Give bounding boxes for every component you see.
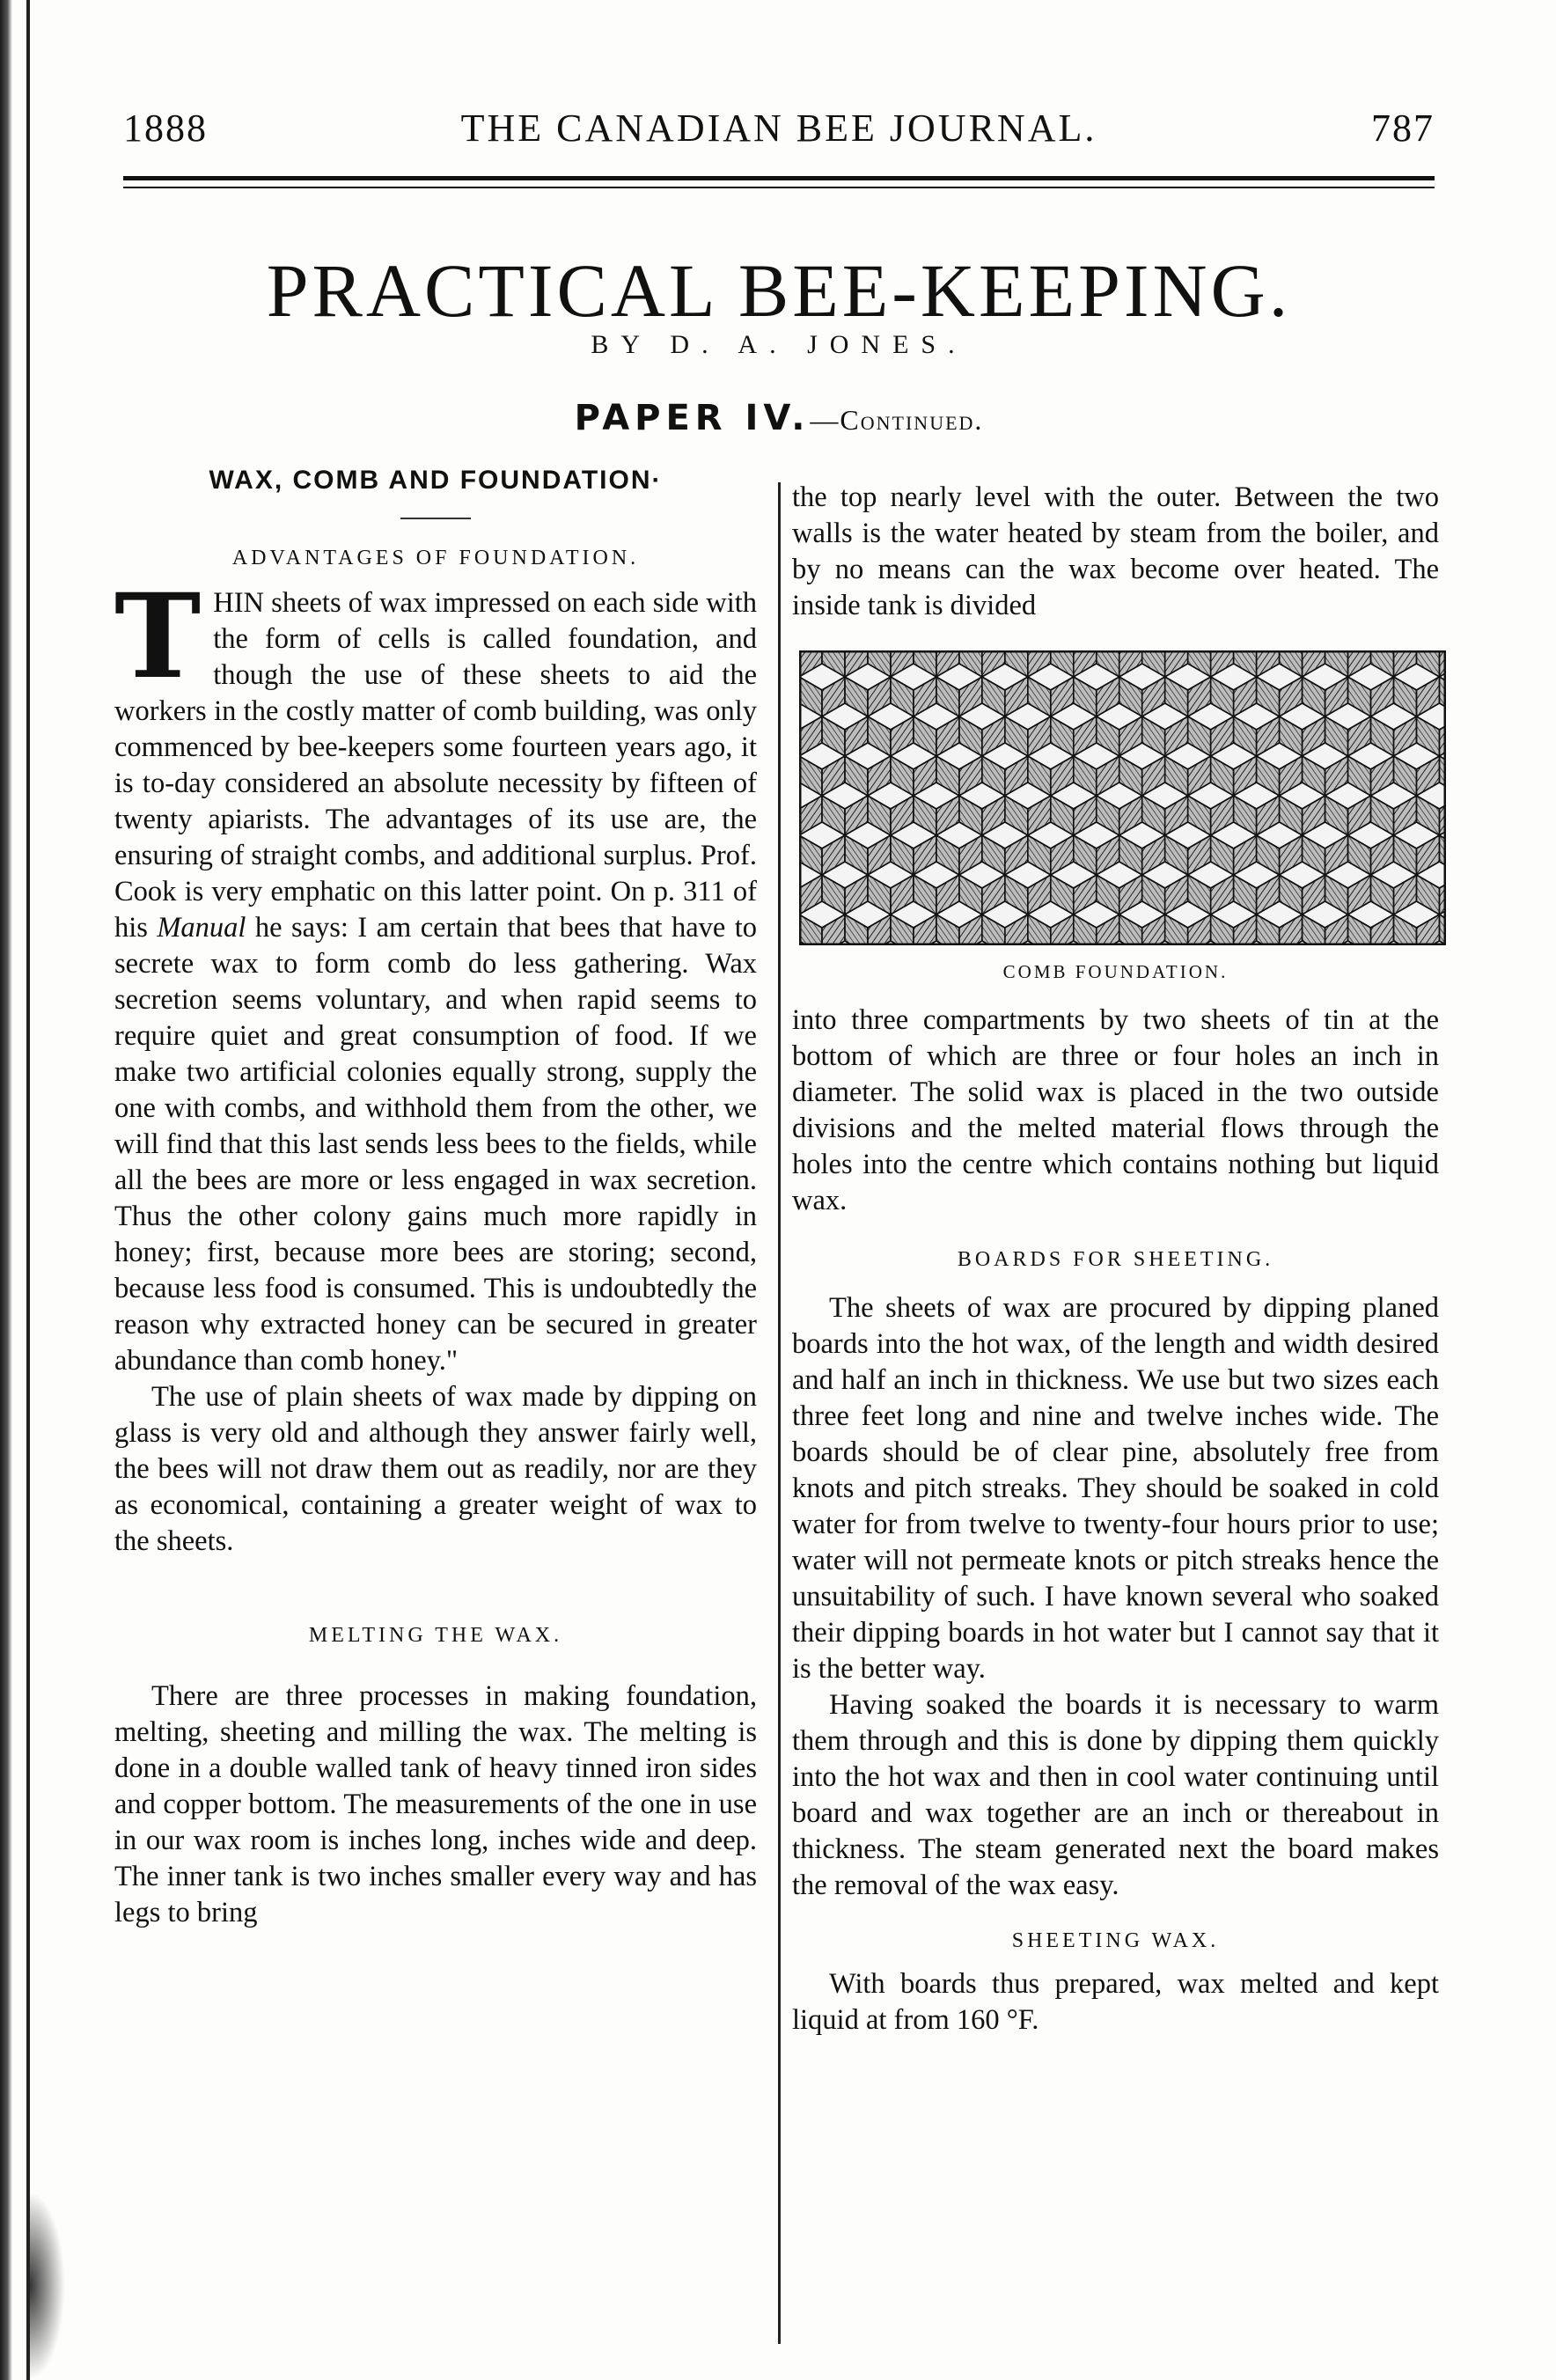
header-rule-thin	[123, 187, 1435, 188]
section-title: WAX, COMB AND FOUNDATION·	[209, 466, 663, 495]
running-header	[123, 106, 1435, 158]
paragraph-compartments: into three compartments by two sheets of tin at the bottom of which are three or four holes an inch in diameter. The solid wax is placed in the two outside divisions and the melted material flows through the holes into the centre which contains nothing but liquid wax.	[792, 1004, 1439, 1216]
paragraph-soaking: Having soaked the boards it is necessary to warm them through and this is done by dipping them quickly into the hot wax and then in cool water continuing until board and wax together are an inch or thereabout in thickness. The steam generated next the board makes the removal of the wax easy.	[792, 1689, 1439, 1901]
article-byline: BY D. A. JONES.	[591, 330, 967, 359]
paragraph-melting: There are three processes in making foundation, melting, sheeting and milling the wax. The melting is done in a double walled tank of heavy tinned iron sides and copper bottom. The measurements of the one in use in our wax room is inches long, inches wide and deep. The inner tank is two inches smaller every way and has legs to bring	[114, 1680, 757, 1928]
column-divider	[778, 482, 781, 2344]
subhead-melting: MELTING THE WAX.	[308, 1624, 563, 1647]
manual-title: Manual	[157, 912, 246, 944]
paragraph-boards: The sheets of wax are procured by dipping planed boards into the hot wax, of the length and width desired and half an inch in thickness. We use but two sizes each three feet long and nine and twelve inches wide. The boards should be of clear pine, absolutely free from knots and pitch streaks. They should be soaked in cold water for from twelve to twenty-four hours prior to use; water will not permeate knots or pitch streaks hence the unsuitability of such. I have known several who soaked their dipping boards in hot water but I cannot say that it is the better way.	[792, 1292, 1439, 1685]
paragraph-tank: the top nearly level with the outer. Between the two walls is the water heated by steam from the boiler, and by no means can the wax become over heated. The inside tank is divided	[792, 481, 1439, 621]
paper-heading	[123, 398, 1435, 438]
paragraph-sheeting: With boards thus prepared, wax melted and kept liquid at from 160 °F.	[792, 1968, 1439, 2036]
comb-foundation-figure	[799, 650, 1446, 945]
paragraph-plain-sheets: The use of plain sheets of wax made by dipping on glass is very old and although they answer fairly well, the bees will not draw them out as readily, nor are they as economical, containing a greater weight of wax to the sheets.	[114, 1381, 757, 1557]
article-title: PRACTICAL BEE-KEEPING.	[266, 248, 1292, 333]
binding-edge-line	[26, 0, 30, 2380]
subhead-sheeting: SHEETING WAX.	[1011, 1929, 1220, 1952]
subhead-boards: BOARDS FOR SHEETING.	[957, 1248, 1274, 1271]
paragraph-advantages-text-a: HIN sheets of wax impressed on each side with the form of cells is called foundation, and though the use of these sheets to aid the workers in the costly matter of comb building, was only commenced by bee-keepers some fourteen years ago, it is to-day considered an absolute necessity by fifteen of twenty apiarists. The advantages of its use are, the ensuring of straight combs, and additional surplus. Prof. Cook is very emphatic on this latter point. On p. 311 of his	[114, 587, 757, 944]
binding-shadow	[0, 0, 12, 2380]
comb-foundation-illustration	[799, 650, 1446, 945]
section-rule	[400, 518, 471, 519]
paragraph-advantages	[114, 569, 757, 1379]
paper-label: PAPER IV.	[574, 398, 811, 438]
left-column	[114, 462, 757, 1931]
subhead-advantages: ADVANTAGES OF FOUNDATION.	[231, 547, 640, 569]
figure-caption: COMB FOUNDATION.	[1002, 961, 1229, 982]
paragraph-advantages-text-b: he says: I am certain that bees that have to secrete wax to form comb do less gathering. Wax secretion seems voluntary, and when rapid seems to require quiet and great consumption of food. If we make two artificial colonies equally strong, supply the one with combs, and withhold them from the other, we will find that this last sends less bees to the fields, while all the bees are more or less engaged in wax secretion. Thus the other colony gains much more rapidly in honey; first, because more bees are storing; second, because less food is consumed. This is undoubtedly the reason why extracted honey can be secured in greater abundance than comb honey."	[114, 912, 757, 1377]
binding-blot	[30, 2192, 65, 2380]
right-column	[792, 480, 1439, 2038]
page-number: 787	[1371, 107, 1435, 150]
header-rule-thick	[123, 176, 1435, 180]
drop-cap: T	[114, 569, 202, 705]
header-year: 1888	[123, 107, 208, 150]
paper-suffix: —Continued.	[810, 404, 984, 436]
journal-title: THE CANADIAN BEE JOURNAL.	[460, 107, 1097, 150]
